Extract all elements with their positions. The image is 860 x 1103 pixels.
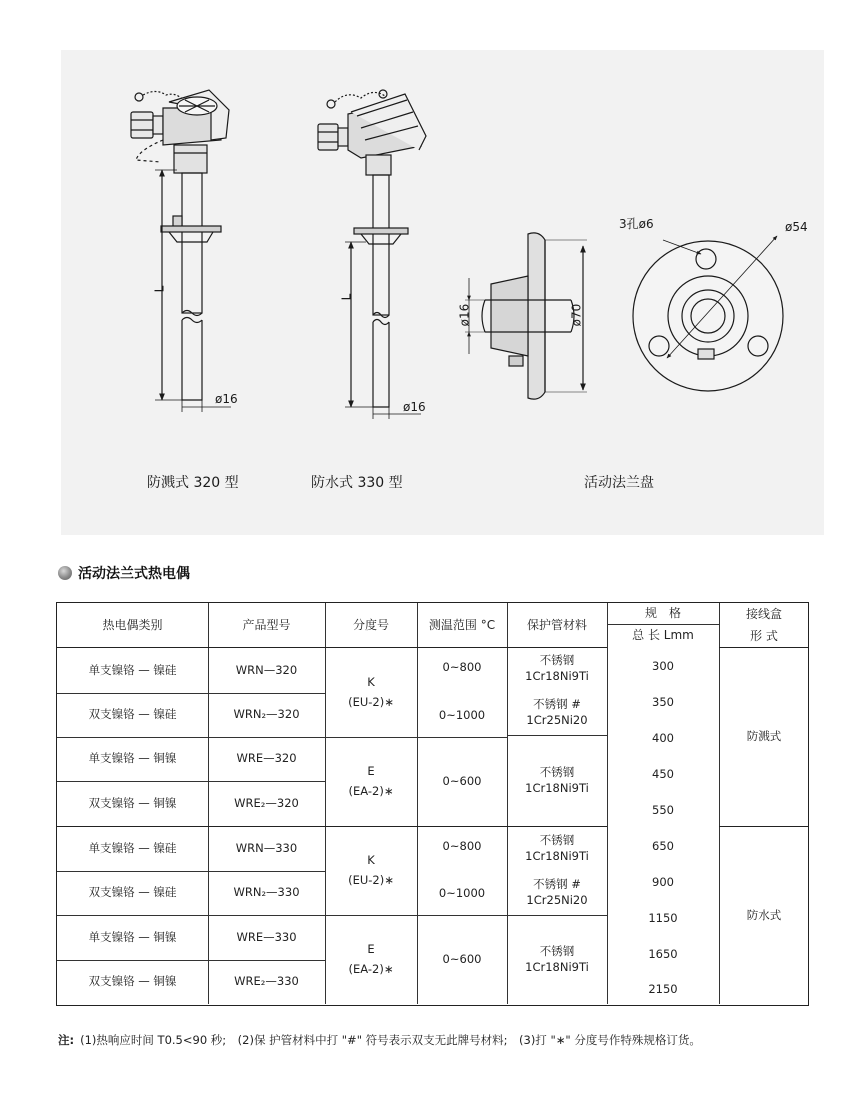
material: [507, 827, 607, 871]
length-value: 400: [652, 731, 674, 746]
length-value: 900: [652, 875, 674, 890]
row-model: WRN₂—320: [233, 707, 300, 722]
row-model: WRE—330: [236, 929, 297, 944]
range-value: 0~800: [442, 839, 482, 854]
row-type: 单支镍铬 — 镍硅: [88, 662, 177, 677]
row-type: 单支镍铬 — 铜镍: [88, 929, 177, 944]
technical-drawings: [61, 50, 824, 535]
header-box-form: 形 式: [750, 628, 778, 643]
dim-holes: 3孔ø6: [619, 217, 654, 231]
dim-d70: ø70: [569, 303, 584, 327]
length-value: 650: [652, 839, 674, 854]
material-grade: 1Cr25Ni20: [526, 712, 588, 727]
footnote-text: (1)热响应时间 T0.5<90 秒; (2)保 护管材料中打 "#" 符号表示双支无此牌号材料; (3)打 "∗" 分度号作特殊规格订货。: [80, 1033, 701, 1047]
length-value: 350: [652, 695, 674, 710]
material-name: 不锈钢 #: [533, 877, 581, 892]
material-name: 不锈钢: [539, 765, 575, 780]
bullet-icon: [58, 566, 72, 580]
section-heading: [58, 563, 190, 583]
division-group: [325, 648, 417, 737]
division-code: K: [367, 674, 375, 689]
material-grade: 1Cr18Ni9Ti: [525, 669, 589, 683]
dim-L-left: L: [152, 285, 167, 293]
range-value: 0~600: [442, 773, 482, 788]
row-model: WRN₂—330: [233, 885, 300, 900]
division-group: [325, 827, 417, 915]
length-value: 550: [652, 803, 674, 818]
section-title: 活动法兰式热电偶: [78, 566, 190, 582]
division-code: K: [367, 853, 375, 868]
division-code: E: [367, 941, 375, 956]
dim-d16-flange: ø16: [457, 303, 472, 327]
length-value: 1150: [648, 911, 678, 926]
dim-d16-left: ø16: [215, 392, 238, 406]
row-model: WRE—320: [236, 751, 297, 766]
row-type: 单支镍铬 — 铜镍: [88, 751, 177, 766]
range-value: 0~800: [442, 660, 482, 675]
drawing-panel: [61, 50, 824, 535]
material: [507, 648, 607, 690]
range-value: 0~1000: [438, 886, 486, 901]
row-model: WRN—320: [235, 662, 298, 677]
length-value: 300: [652, 659, 674, 674]
box-type: 防溅式: [746, 729, 782, 744]
length-value: 2150: [648, 982, 678, 997]
material: [507, 690, 607, 735]
division-group: [325, 915, 417, 1004]
splash-proof-thermocouple-drawing: [131, 90, 231, 412]
division-sub: (EU-2)∗: [348, 694, 394, 709]
footnote: [58, 1032, 701, 1048]
length-value: 450: [652, 767, 674, 782]
header-material: 保护管材料: [526, 617, 587, 632]
material-grade: 1Cr18Ni9Ti: [525, 849, 589, 863]
row-type: 双支镍铬 — 铜镍: [88, 974, 177, 989]
material-name: 不锈钢: [539, 944, 575, 959]
row-type: 双支镍铬 — 铜镍: [88, 795, 177, 810]
division-sub: (EA-2)∗: [348, 783, 394, 798]
header-division: 分度号: [352, 617, 389, 632]
caption-waterproof: 防水式 330 型: [311, 475, 403, 491]
range-value: 0~1000: [438, 708, 486, 723]
row-type: 单支镍铬 — 镍硅: [88, 841, 177, 856]
division-code: E: [367, 763, 375, 778]
header-range: 测温范围 °C: [428, 617, 496, 632]
box-type: 防水式: [746, 907, 782, 922]
material-name: 不锈钢: [539, 833, 575, 848]
header-model: 产品型号: [242, 617, 291, 632]
division-group: [325, 737, 417, 826]
material-grade: 1Cr18Ni9Ti: [525, 960, 589, 974]
spec-table: [56, 602, 809, 1006]
material: [507, 871, 607, 915]
material: [507, 916, 607, 1004]
row-model: WRE₂—320: [234, 795, 299, 810]
dim-d54: ø54: [785, 220, 808, 234]
row-type: 双支镍铬 — 镍硅: [88, 707, 177, 722]
division-sub: (EA-2)∗: [348, 961, 394, 976]
row-model: WRE₂—330: [234, 974, 299, 989]
header-spec: 规 格: [644, 606, 681, 621]
flange-front-view: [633, 236, 783, 391]
material: [507, 736, 607, 826]
header-box: 接线盒: [745, 606, 782, 621]
dim-L-mid: L: [339, 293, 354, 301]
length-value: 1650: [648, 947, 678, 962]
material-name: 不锈钢 #: [533, 696, 581, 711]
division-sub: (EU-2)∗: [348, 873, 394, 887]
range-value: 0~600: [442, 951, 482, 966]
header-type: 热电偶类别: [102, 617, 163, 632]
material-name: 不锈钢: [539, 653, 575, 668]
header-length: 总 长 Lmm: [632, 628, 694, 643]
row-type: 双支镍铬 — 镍硅: [88, 885, 177, 900]
caption-splash-proof: 防溅式 320 型: [147, 475, 239, 491]
row-model: WRN—330: [235, 841, 298, 856]
dim-d16-mid: ø16: [403, 400, 426, 414]
waterproof-thermocouple-drawing: [318, 90, 426, 419]
footnote-label: 注:: [58, 1033, 75, 1047]
material-grade: 1Cr25Ni20: [526, 893, 588, 907]
material-grade: 1Cr18Ni9Ti: [525, 781, 589, 795]
caption-flange: 活动法兰盘: [584, 475, 654, 491]
